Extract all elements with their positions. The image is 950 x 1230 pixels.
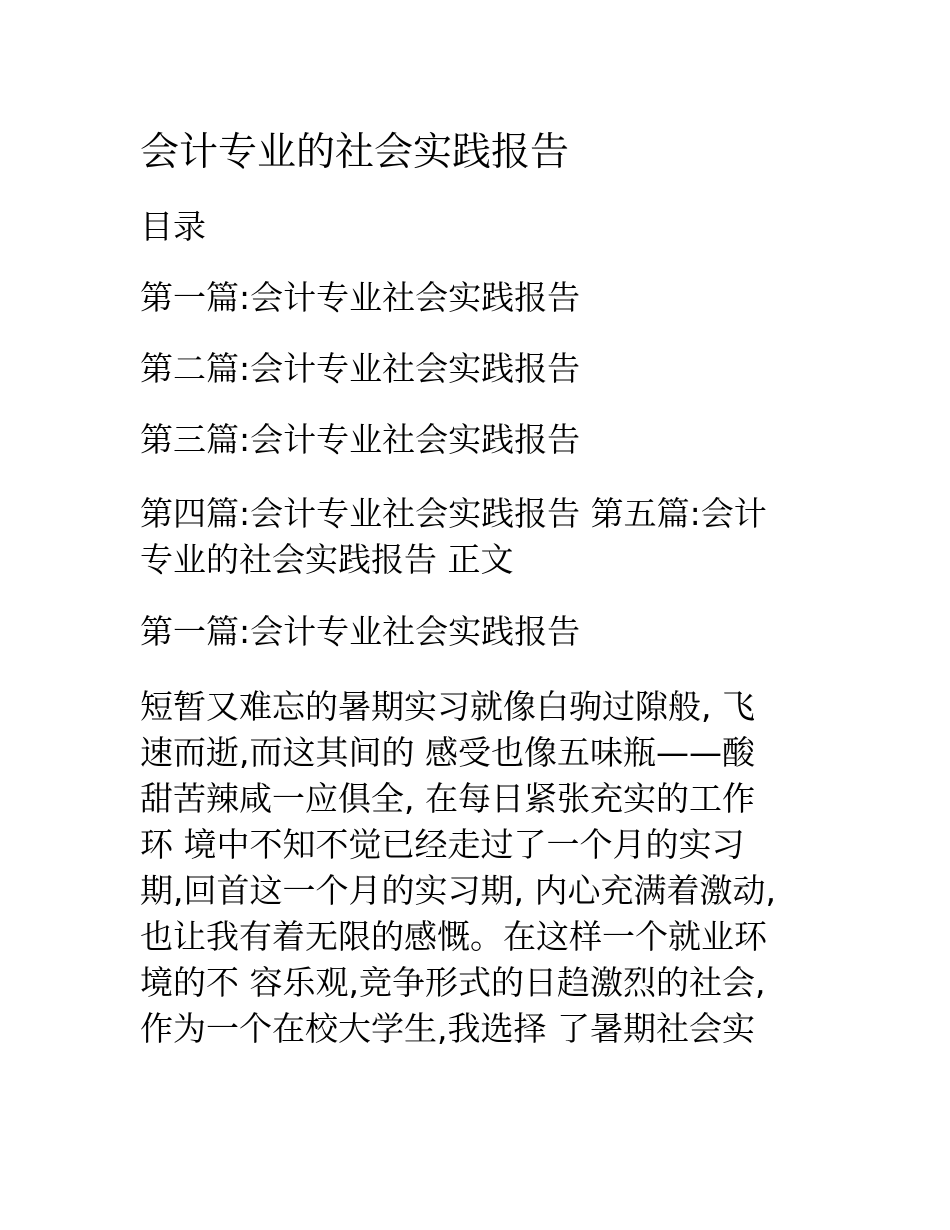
toc-item: 第二篇:会计专业社会实践报告 bbox=[140, 349, 581, 388]
body-line: 速而逝,而这其间的 感受也像五味瓶——酸 bbox=[140, 733, 755, 772]
body-line: 环 境中不知不觉已经走过了一个月的实习 bbox=[140, 825, 745, 864]
toc-line: 第四篇:会计专业社会实践报告 第五篇:会计 bbox=[140, 494, 767, 533]
body-line: 作为一个在校大学生,我选择 了暑期社会实 bbox=[140, 1009, 755, 1048]
document-title: 会计专业的社会实践报告 bbox=[140, 130, 570, 175]
toc-label: 目录 bbox=[140, 207, 206, 246]
toc-item: 第三篇:会计专业社会实践报告 bbox=[140, 420, 581, 459]
body-line: 短暂又难忘的暑期实习就像白驹过隙般, 飞 bbox=[140, 687, 755, 726]
body-line: 也让我有着无限的感慨。在这样一个就业环 bbox=[140, 917, 767, 956]
body-line: 期,回首这一个月的实习期, 内心充满着激动, bbox=[140, 871, 776, 910]
body-line: 甜苦辣咸一应俱全, 在每日紧张充实的工作 bbox=[140, 779, 755, 818]
toc-line: 专业的社会实践报告 正文 bbox=[140, 540, 514, 579]
section-heading: 第一篇:会计专业社会实践报告 bbox=[140, 612, 581, 651]
body-paragraph bbox=[140, 684, 820, 1052]
toc-item-wrapped bbox=[140, 491, 810, 583]
body-line: 境的不 容乐观,竞争形式的日趋激烈的社会, bbox=[140, 963, 766, 1002]
toc-item: 第一篇:会计专业社会实践报告 bbox=[140, 278, 581, 317]
